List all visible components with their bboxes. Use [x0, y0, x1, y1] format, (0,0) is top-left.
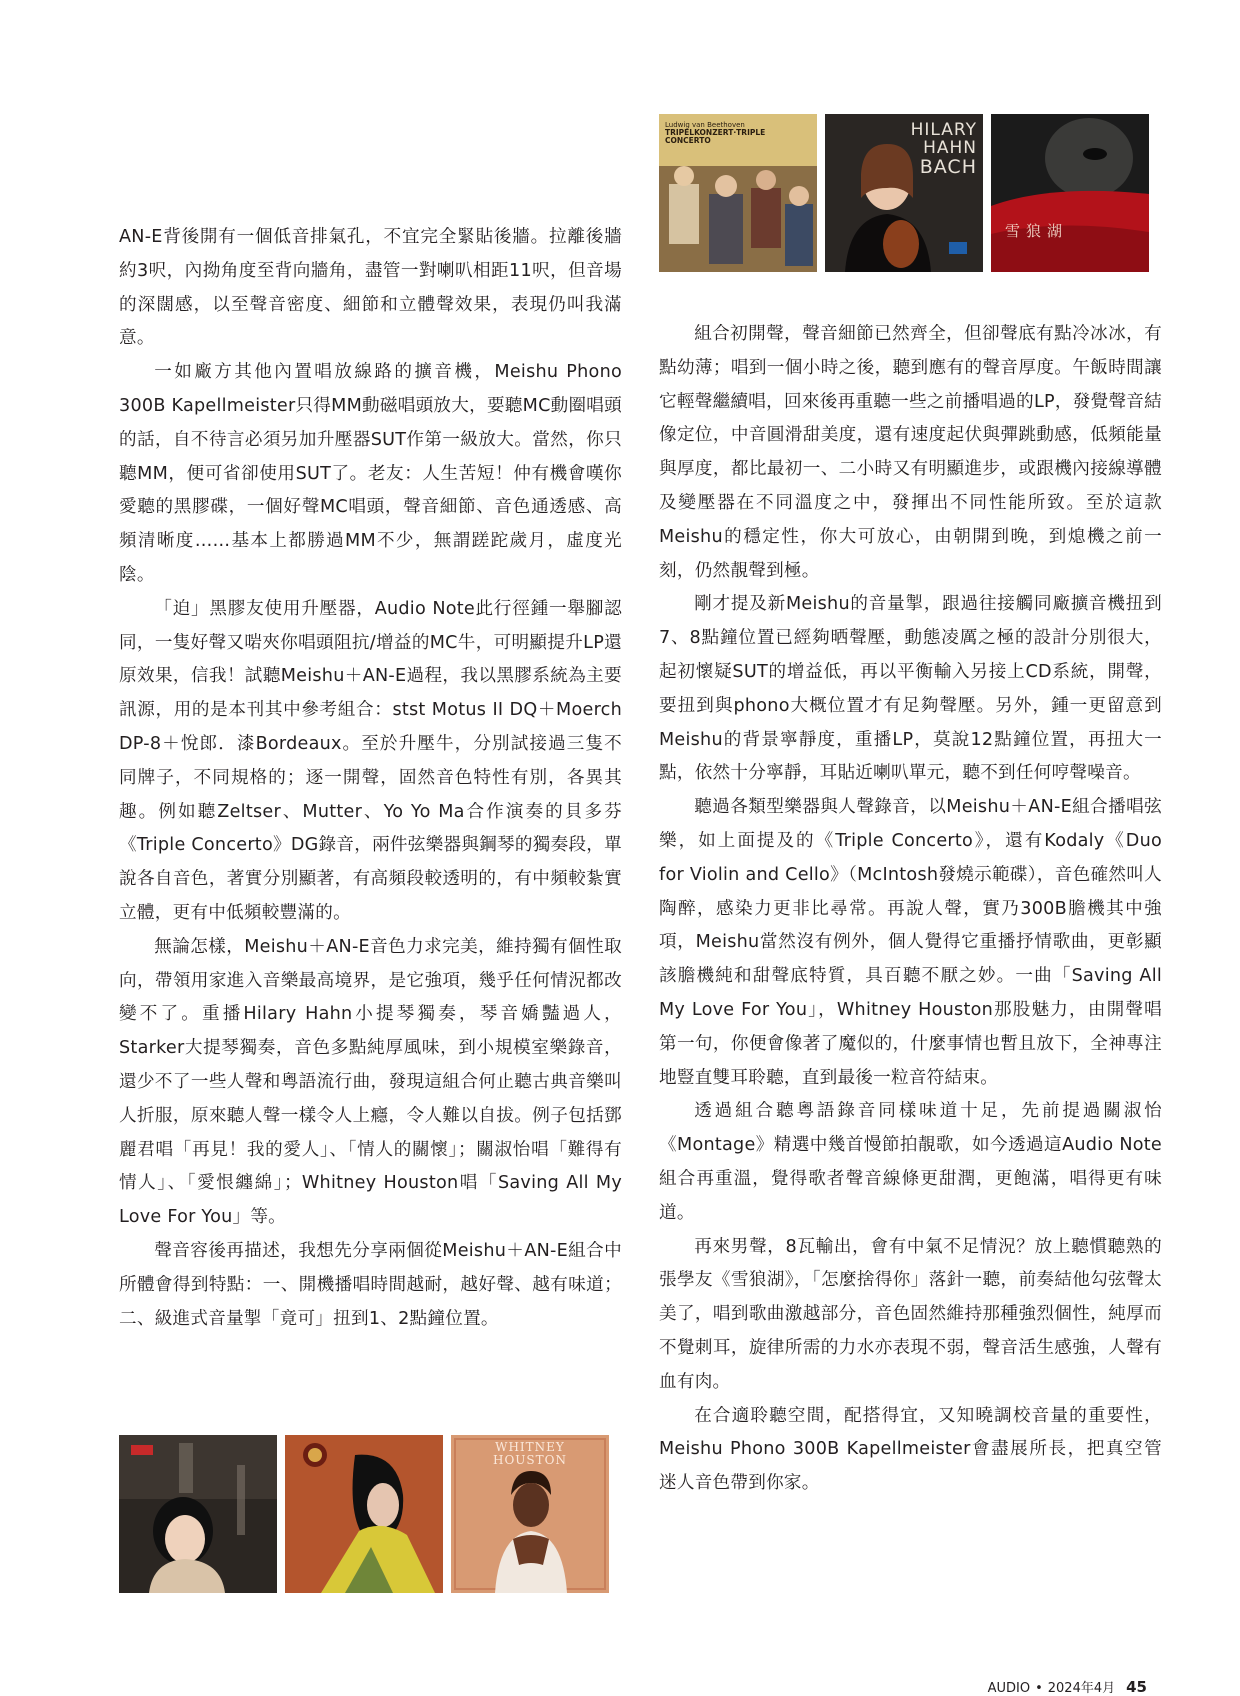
- triple-concerto-cover: [659, 114, 817, 272]
- left-paragraph-2: 一如廠方其他內置唱放線路的擴音機，Meishu Phono 300B Kapellmeister只得MM動磁唱頭放大，要聽MC動圈唱頭的話，自不待言必須另加升壓器SUT作第一級放大。當然，你只聽MM，便可省卻使用SUT了。老友：人生苦短！仲有機會嘆你愛聽的黑膠碟，一個好聲MC唱頭，聲音細節、音色通透感、高頻清晰度……基本上都勝過MM不少，無謂蹉跎歲月，虛度光陰。: [119, 362, 622, 585]
- left-paragraph-1: AN-E背後開有一個低音排氣孔，不宜完全緊貼後牆。拉離後牆約3呎，內拗角度至背向牆角，盡管一對喇叭相距11呎，但音場的深闊感，以至聲音密度、細節和立體聲效果，表現仍叫我滿意。: [119, 227, 622, 349]
- teresa-teng-artwork: [119, 1435, 277, 1593]
- right-paragraph-4: 透過組合聽粵語錄音同樣味道十足，先前提過關淑怡《Montage》精選中幾首慢節拍靚歌，如今透過這Audio Note組合再重溫，覺得歌者聲音線條更甜潤，更飽滿，唱得更有味道。: [659, 1101, 1162, 1223]
- shirley-kwan-cover: [285, 1435, 443, 1593]
- right-paragraph-5: 再來男聲，8瓦輸出，會有中氣不足情況？放上聽慣聽熟的張學友《雪狼湖》，「怎麼捨得你」落針一聽，前奏結他勾弦聲太美了，唱到歌曲激越部分，音色固然維持那種強烈個性，純厚而不覺刺耳，旋律所需的力水亦表現不弱，聲音活生感強，人聲有血有肉。: [659, 1236, 1162, 1392]
- bottom-album-covers: [119, 1435, 609, 1593]
- right-paragraph-1: 組合初開聲，聲音細節已然齊全，但卻聲底有點冷冰冰，有點幼薄；唱到一個小時之後，聽到應有的聲音厚度。午飯時間讓它輕聲繼續唱，回來後再重聽一些之前播唱過的LP，發覺聲音結像定位，中音圓滑甜美度，還有速度起伏與彈跳動感，低頻能量與厚度，都比最初一、二小時又有明顯進步，或跟機內接線導體及變壓器在不同溫度之中，發揮出不同性能所致。至於這款Meishu的穩定性，你大可放心，由朝開到晚，到熄機之前一刻，仍然靚聲到極。: [659, 324, 1162, 581]
- left-paragraph-3: 「迫」黑膠友使用升壓器，Audio Note此行徑鍾一舉腳認同，一隻好聲又啱夾你唱頭阻抗/增益的MC牛，可明顯提升LP還原效果，信我！試聽Meishu＋AN-E過程，我以黑膠系統為主要訊源，用的是本刊其中參考組合：stst Motus II DQ＋Moerch DP-8＋悅郎．漆Bordeaux。至於升壓牛，分別試接過三隻不同牌子，不同規格的；逐一開聲，固然音色特性有別，各異其趣。例如聽Zeltser、Mutter、Yo Yo Ma合作演奏的貝多芬《Triple Concerto》DG錄音，兩件弦樂器與鋼琴的獨奏段，單說各自音色，著實分別顯著，有高頻段較透明的，有中頻較紮實立體，更有中低頻較豐滿的。: [119, 598, 622, 923]
- snow-wolf-lake-artwork: [991, 114, 1149, 272]
- whitney-houston-title: WHITNEY HOUSTON: [493, 1440, 567, 1467]
- magazine-name: AUDIO: [987, 1681, 1031, 1696]
- footer-bullet: •: [1035, 1681, 1043, 1696]
- left-paragraph-4: 無論怎樣，Meishu＋AN-E音色力求完美，維持獨有個性取向，帶領用家進入音樂最高境界，是它強項，幾乎任何情況都改變不了。重播Hilary Hahn小提琴獨奏，琴音嬌豔過人，Starker大提琴獨奏，音色多點純厚風味，到小規模室樂錄音，還少不了一些人聲和粵語流行曲，發現這組合何止聽古典音樂叫人折服，原來聽人聲一樣令人上癮，令人難以自拔。例子包括鄧麗君唱「再見！我的愛人」、「情人的關懷」；關淑怡唱「難得有情人」、「愛恨纏綿」；Whitney Houston唱「Saving All My Love For You」等。: [119, 936, 622, 1228]
- hilary-hahn-line2: HAHN: [923, 137, 977, 158]
- article-right-column: [659, 318, 1162, 1501]
- page-footer: [988, 1677, 1147, 1696]
- left-paragraph-5: 聲音容後再描述，我想先分享兩個從Meishu＋AN-E組合中所體會得到特點：一、開機播唱時間越耐，越好聲、越有味道；二、級進式音量掣「竟可」扭到1、2點鐘位置。: [119, 1240, 622, 1329]
- triple-concerto-work: TRIPELKONZERT·TRIPLE CONCERTO: [665, 128, 766, 146]
- right-paragraph-2: 剛才提及新Meishu的音量掣，跟過往接觸同廠擴音機扭到7、8點鐘位置已經夠晒聲壓，動態凌厲之極的設計分別很大，起初懷疑SUT的增益低，再以平衡輸入另接上CD系統，開聲，要扭到與phono大概位置才有足夠聲壓。另外，鍾一更留意到Meishu的背景寧靜度，重播LP，莫說12點鐘位置，再扭大一點，依然十分寧靜，耳貼近喇叭單元，聽不到任何哼聲噪音。: [659, 594, 1162, 784]
- top-album-covers: [659, 114, 1149, 272]
- snow-wolf-lake-cover: [991, 114, 1149, 272]
- hilary-hahn-line3: BACH: [919, 155, 977, 178]
- snow-wolf-lake-title: 雪狼湖: [1005, 222, 1069, 240]
- hilary-hahn-line1: HILARY: [910, 120, 977, 140]
- shirley-kwan-artwork: [285, 1435, 443, 1593]
- triple-concerto-title: [665, 122, 811, 145]
- right-paragraph-3: 聽過各類型樂器與人聲錄音，以Meishu＋AN-E組合播唱弦樂，如上面提及的《Triple Concerto》，還有Kodaly《Duo for Violin and Cello》（McIntosh發燒示範碟），音色確然叫人陶醉，感染力更非比尋常。再說人聲，實乃300B膽機其中強項，Meishu當然沒有例外，個人覺得它重播抒情歌曲，更彰顯該膽機純和甜聲底特質，具百聽不厭之妙。一曲「Saving All My Love For You」，Whitney Houston那股魅力，由開聲唱第一句，你便會像著了魔似的，什麼事情也暫且放下，全神專注地豎直雙耳聆聽，直到最後一粒音符結束。: [659, 797, 1162, 1088]
- hilary-hahn-bach-cover: [825, 114, 983, 272]
- triple-concerto-composer: Ludwig van Beethoven: [665, 121, 745, 129]
- right-paragraph-6: 在合適聆聽空間，配搭得宜，又知曉調校音量的重要性，Meishu Phono 300B Kapellmeister會盡展所長，把真空管迷人音色帶到你家。: [659, 1405, 1162, 1494]
- issue-date: 2024年4月: [1047, 1681, 1116, 1696]
- article-left-column: [119, 221, 622, 1336]
- whitney-houston-cover: [451, 1435, 609, 1593]
- page-number: 45: [1126, 1678, 1147, 1696]
- hilary-hahn-title: [911, 122, 977, 178]
- teresa-teng-cover: [119, 1435, 277, 1593]
